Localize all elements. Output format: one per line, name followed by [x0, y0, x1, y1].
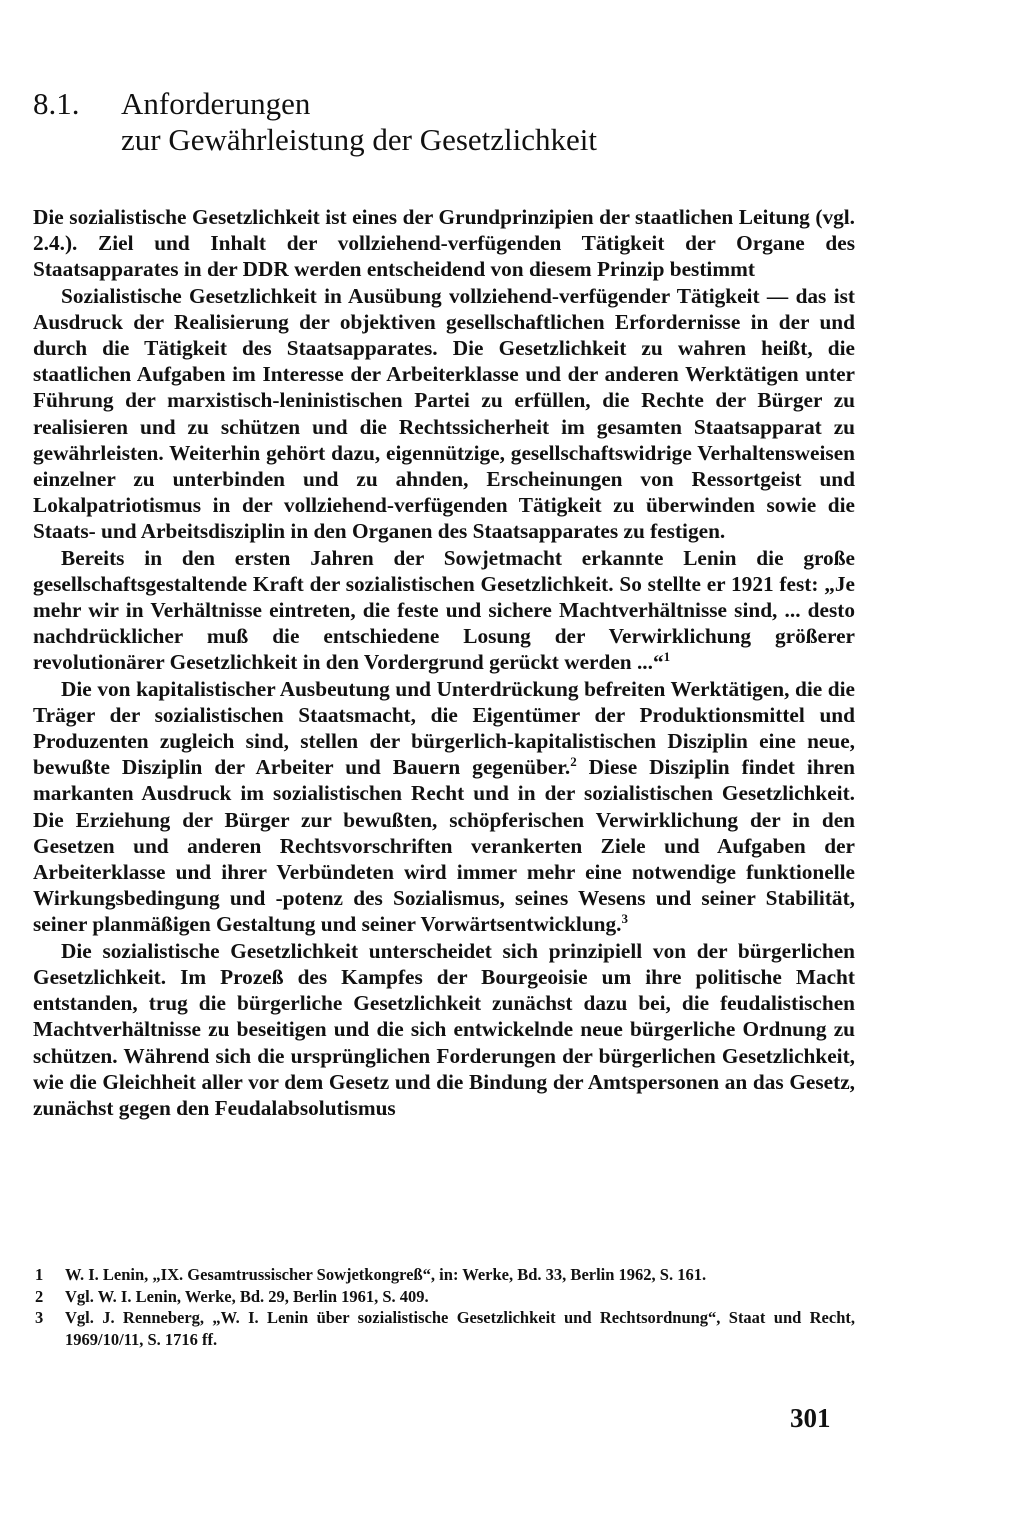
paragraph-4-text-continued: Diese Disziplin findet ihren markanten Ausdruck im sozialistischen Recht und in der sozialistischen Gesetzlichkeit. Die Erziehung der Bürger zur bewußten, schöpferischen Verwirklichung der in den Gesetzen und anderen Rechtsvorschriften verankerten Ziele und Aufgaben der Arbeiterklasse und ihrer Verbündeten wird immer mehr eine notwendige funktionelle Wirkungsbedingung und -potenz des Sozialismus, seines Wesens und seiner Stabilität, seiner planmäßigen Gestaltung und seiner Vorwärtsentwicklung.	[33, 755, 855, 937]
paragraph-3-text: Bereits in den ersten Jahren der Sowjetmacht erkannte Lenin die große gesellschaftsgestaltende Kraft der sozialistischen Gesetzlichkeit. So stellte er 1921 fest: „Je mehr wir in Verhältnisse eintreten, die feste und sichere Machtverhältnisse sind, ... desto nachdrücklicher muß die entschiedene Losung der Verwirklichung größerer revolutionärer Gesetzlichkeit in den Vordergrund gerückt werden ...“	[33, 545, 855, 675]
paragraph-2	[33, 283, 855, 545]
footnote-1-number: 1	[35, 1265, 44, 1284]
footnote-3-number: 3	[35, 1308, 44, 1327]
paragraph-5	[33, 938, 855, 1121]
paragraph-1-text: Die sozialistische Gesetzlichkeit ist eines der Grundprinzipien der staatlichen Leitung (vgl. 2.4.). Ziel und Inhalt der vollziehend-verfügenden Tätigkeit der Organe des Staatsapparates in der DDR werden entscheidend von diesem Prinzip bestimmt	[33, 205, 855, 282]
section-title-line-2: zur Gewährleistung der Gesetzlichkeit	[121, 122, 598, 157]
paragraph-4-text: Die von kapitalistischer Ausbeutung und Unterdrückung befreiten Werktätigen, die die Träger der sozialistischen Staatsmacht, die Eigentümer der Produktionsmittel und Produzenten zugleich sind, stellen der bürgerlich-kapitalistischen Disziplin eine neue, bewußte Disziplin der Arbeiter und Bauern gegenüber.	[33, 676, 855, 780]
footnote-ref-3[interactable]: 3	[621, 911, 629, 927]
footnote-3-text: Vgl. J. Renneberg, „W. I. Lenin über sozialistische Gesetzlichkeit und Rechtsordnung“, Staat und Recht, 1969/10/11, S. 1716 ff.	[65, 1308, 855, 1349]
section-number: 8.1.	[33, 86, 80, 121]
footnote-2-number: 2	[35, 1286, 44, 1306]
footnote-1-text: W. I. Lenin, „IX. Gesamtrussischer Sowjetkongreß“, in: Werke, Bd. 33, Berlin 1962, S. 161.	[65, 1265, 707, 1284]
paragraph-5-text: Die sozialistische Gesetzlichkeit unterscheidet sich prinzipiell von der bürgerlichen Gesetzlichkeit. Im Prozeß des Kampfes der Bourgeoisie um ihre politische Macht entstanden, trug die bürgerliche Gesetzlichkeit zunächst dazu bei, die feudalistischen Machtverhältnisse zu beseitigen und die sich entwickelnde neue bürgerliche Ordnung zu schützen. Während sich die ursprünglichen Forderungen der bürgerlichen Gesetzlichkeit, wie die Gleichheit aller vor dem Gesetz und die Bindung der Amtspersonen an das Gesetz, zunächst gegen den Feudalabsolutismus	[33, 938, 855, 1120]
body-text	[33, 204, 855, 1121]
footnote-3	[33, 1307, 855, 1350]
footnotes	[33, 1264, 855, 1350]
footnote-2	[33, 1286, 855, 1308]
footnote-ref-2[interactable]: 2	[570, 754, 577, 770]
section-title-line-1: Anforderungen	[121, 86, 311, 121]
paragraph-4	[33, 676, 855, 938]
paragraph-1	[33, 204, 855, 283]
footnote-1	[33, 1264, 855, 1286]
page-number: 301	[790, 1403, 831, 1433]
footnote-ref-1[interactable]: 1	[663, 649, 671, 665]
footnote-2-text: Vgl. W. I. Lenin, Werke, Bd. 29, Berlin 1961, S. 409.	[65, 1286, 429, 1306]
paragraph-2-text: Sozialistische Gesetzlichkeit in Ausübung vollziehend-verfügender Tätigkeit — das ist Ausdruck der Realisierung der objektiven gesellschaftlichen Erfordernisse in der und durch die Tätigkeit des Staatsapparates. Die Gesetzlichkeit zu wahren heißt, die staatlichen Aufgaben im Interesse der Arbeiterklasse und der anderen Werktätigen unter Führung der marxistisch-leninistischen Partei zu erfüllen, die Rechte der Bürger zu realisieren und zu schützen und die Rechtssicherheit im gesamten Staatsapparat zu gewährleisten. Weiterhin gehört dazu, eigennützige, gesellschaftswidrige Verhaltensweisen einzelner zu unterbinden und zu ahnden, Erscheinungen von Ressortgeist und Lokalpatriotismus in der vollziehend-verfügenden Tätigkeit zu überwinden sowie die Staats- und Arbeitsdisziplin in den Organen des Staatsapparates zu festigen.	[33, 283, 855, 544]
paragraph-3	[33, 545, 855, 676]
